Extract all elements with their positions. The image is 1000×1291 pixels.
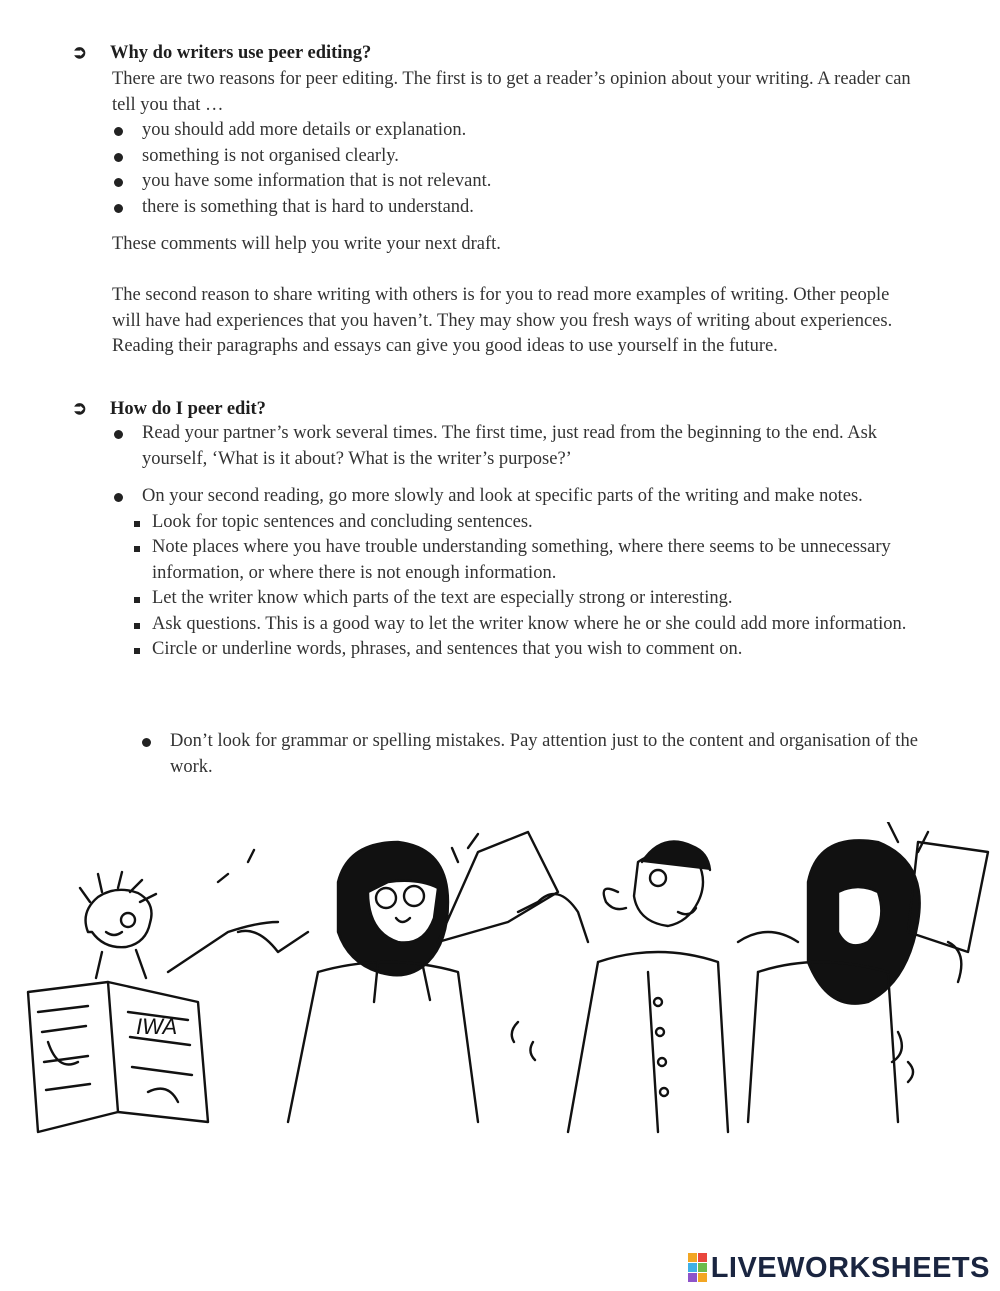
square-bullet-icon: [134, 648, 140, 654]
bullet-icon: [114, 204, 123, 213]
reader-figure: [28, 872, 278, 1132]
list-item: Read your partner’s work several times. The first time, just read from the beginning to the end. Ask yourself, ‘What is it about? What is the writer’s purpose?’: [112, 421, 922, 472]
newspaper-text: IWA: [136, 1014, 178, 1039]
square-bullet-icon: [134, 623, 140, 629]
list-item: there is something that is hard to understand.: [112, 195, 922, 221]
brand-text: LIVEWORKSHEETS: [710, 1251, 990, 1284]
sub-list-item: Circle or underline words, phrases, and sentences that you wish to comment on.: [132, 637, 922, 663]
list-item: you have some information that is not relevant.: [112, 169, 922, 195]
peer-edit-steps-3: [140, 729, 930, 780]
list-item: you should add more details or explanation.: [112, 118, 922, 144]
sub-list-item: Let the writer know which parts of the text are especially strong or interesting.: [132, 586, 922, 612]
sub-list-item: Look for topic sentences and concluding sentences.: [132, 510, 922, 536]
second-reason-paragraph: The second reason to share writing with others is for you to read more examples of writing. Other people will have had experiences that you haven’t. They may show you fresh ways of writing about experiences. Reading their paragraphs and essays can give you good ideas to use yourself in the future.: [112, 285, 893, 356]
sub-list-item: Note places where you have trouble understanding something, where there seems to be unnecessary information, or where there is not enough information.: [132, 535, 922, 586]
bullet-icon: [142, 738, 151, 747]
bullet-icon: [114, 430, 123, 439]
reader-tips-list: [112, 118, 922, 220]
sub-list-item: Ask questions. This is a good way to let the writer know where he or she could add more information.: [132, 612, 922, 638]
bullet-icon: [114, 153, 123, 162]
bullet-icon: [114, 178, 123, 187]
square-bullet-icon: [134, 521, 140, 527]
section-heading-why: [72, 42, 371, 64]
heading-text: Why do writers use peer editing?: [110, 43, 372, 63]
comments-paragraph: These comments will help you write your next draft.: [112, 234, 501, 254]
liveworksheets-logo: [688, 1251, 990, 1284]
list-item: something is not organised clearly.: [112, 144, 922, 170]
sub-list: [132, 510, 922, 663]
section-heading-how: [72, 398, 266, 420]
square-bullet-icon: [134, 597, 140, 603]
intro-paragraph: There are two reasons for peer editing. The first is to get a reader’s opinion about your writing. A reader can tell you that …: [112, 69, 911, 115]
peer-edit-steps-2: [112, 484, 922, 663]
bullet-icon: [114, 127, 123, 136]
man-with-glasses-figure: [512, 842, 728, 1132]
brand-mark-icon: [688, 1253, 708, 1283]
curly-haired-figure: [738, 822, 988, 1122]
peer-edit-steps: [112, 421, 922, 472]
square-bullet-icon: [134, 546, 140, 552]
curved-arrow-icon: ➲: [72, 398, 88, 418]
woman-with-glasses-figure: [218, 832, 558, 1122]
bullet-icon: [114, 493, 123, 502]
heading-text: How do I peer edit?: [110, 399, 266, 419]
list-item: On your second reading, go more slowly and look at specific parts of the writing and make notes. Look for topic sentences and concluding sentences. Note places where you have trouble understanding something, where there seems to be unnecessary information, or where there is not enough information. Let the writer know which parts of the text are especially strong or interesting. Ask questions. This is a good way to let the writer know where he or she could add more information. Circle or underline words, phrases, and sentences that you wish to comment on.: [112, 484, 922, 663]
curved-arrow-icon: ➲: [72, 42, 88, 62]
peer-editing-cartoon: [18, 822, 1000, 1152]
list-item: Don’t look for grammar or spelling mistakes. Pay attention just to the content and organisation of the work.: [140, 729, 930, 780]
